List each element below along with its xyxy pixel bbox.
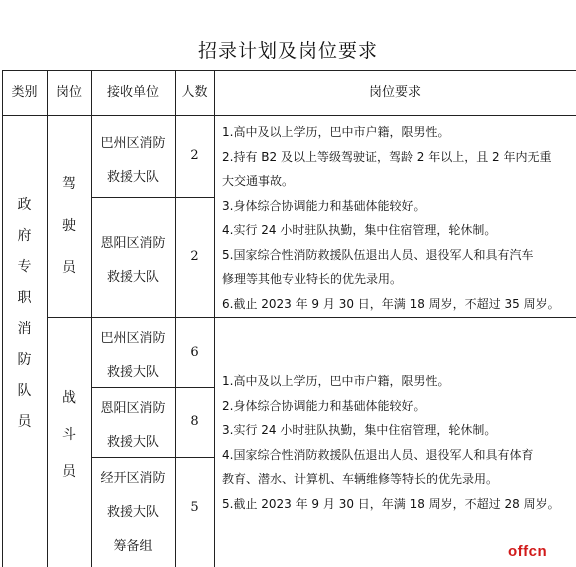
unit-name-line: 巴州区消防 [100, 331, 166, 346]
requirement-line: 4.国家综合性消防救援队伍退出人员、退役军人和具有体育 [222, 447, 534, 462]
position-char: 员 [62, 464, 76, 480]
requirement-line: 1.高中及以上学历，巴中市户籍，限男性。 [222, 374, 450, 388]
count-cell: 2 [190, 249, 199, 264]
requirement-line: 5.截止 2023 年 9 月 30 日，年满 18 周岁，不超过 28 周岁。 [222, 496, 560, 511]
unit-name-line: 救援大队 [106, 365, 159, 380]
requirement-line: 6.截止 2023 年 9 月 30 日，年满 18 周岁，不超过 35 周岁。 [222, 296, 560, 311]
position-driver [47, 163, 91, 289]
unit-cell [91, 227, 175, 295]
unit-cell [91, 392, 175, 460]
count-cell: 2 [190, 148, 199, 163]
header-position: 岗位 [55, 85, 82, 100]
position-char: 战 [62, 390, 76, 406]
unit-cell [91, 322, 175, 390]
header-requirements: 岗位要求 [368, 85, 421, 100]
unit-name-line: 救援大队 [106, 435, 159, 450]
requirement-line: 3.实行 24 小时驻队执勤，集中住宿管理，轮休制。 [222, 423, 497, 437]
count-cell: 5 [190, 500, 199, 515]
count-cell: 6 [190, 345, 199, 360]
category-char: 政 [17, 197, 32, 213]
header-unit: 接收单位 [106, 85, 159, 100]
requirements-fighter [214, 369, 576, 516]
requirements-driver [214, 120, 576, 316]
row-divider [91, 197, 214, 198]
category-char: 员 [17, 414, 32, 430]
requirement-line: 5.国家综合性消防救援队伍退出人员、退役军人和具有汽车 [222, 247, 534, 262]
column-divider [214, 70, 215, 567]
header-count: 人数 [181, 85, 208, 100]
unit-name-line: 救援大队 [106, 270, 159, 285]
header-divider [2, 115, 576, 116]
offcn-watermark: offcn [508, 543, 548, 560]
column-divider [91, 70, 92, 567]
requirement-line: 3.身体综合协调能力和基础体能较好。 [222, 198, 426, 213]
category-char: 府 [17, 228, 32, 244]
unit-name-line: 经开区消防 [100, 471, 166, 486]
position-char: 员 [62, 260, 76, 276]
position-char: 驶 [62, 218, 76, 234]
category-char: 职 [17, 290, 32, 306]
requirement-line: 2.身体综合协调能力和基础体能较好。 [222, 398, 426, 413]
count-cell: 8 [190, 414, 199, 429]
page-title: 招录计划及岗位要求 [197, 40, 378, 62]
unit-name-line: 巴州区消防 [100, 136, 166, 151]
position-char: 斗 [62, 427, 76, 443]
requirement-line: 2.持有 B2 及以上等级驾驶证，驾龄 2 年以上，且 2 年内无重 [222, 149, 552, 164]
unit-name-line: 筹备组 [113, 539, 153, 554]
requirement-line: 教育、潜水、计算机、车辆维修等特长的优先录用。 [222, 472, 499, 486]
column-divider [175, 70, 176, 567]
category-char: 防 [17, 352, 32, 368]
requirement-line: 修理等其他专业特长的优先录用。 [222, 272, 403, 286]
unit-name-line: 救援大队 [106, 505, 159, 520]
unit-cell [91, 127, 175, 195]
requirement-line: 1.高中及以上学历，巴中市户籍，限男性。 [222, 125, 450, 139]
position-fighter [47, 380, 91, 491]
header-category: 类别 [11, 85, 38, 100]
unit-cell [91, 462, 175, 564]
category-cell [2, 190, 47, 438]
category-char: 消 [17, 321, 32, 337]
requirement-line: 大交通事故。 [222, 174, 295, 188]
row-divider [91, 387, 214, 388]
unit-name-line: 恩阳区消防 [100, 401, 166, 416]
unit-name-line: 恩阳区消防 [100, 236, 166, 251]
position-char: 驾 [62, 176, 76, 192]
row-divider [91, 457, 214, 458]
unit-name-line: 救援大队 [106, 170, 159, 185]
requirement-line: 4.实行 24 小时驻队执勤，集中住宿管理，轮休制。 [222, 223, 497, 237]
category-char: 专 [17, 259, 32, 275]
category-char: 队 [17, 383, 32, 399]
column-divider [47, 70, 48, 567]
group-divider [47, 317, 576, 318]
table-border-top [2, 70, 576, 71]
table-border-left [2, 70, 3, 567]
